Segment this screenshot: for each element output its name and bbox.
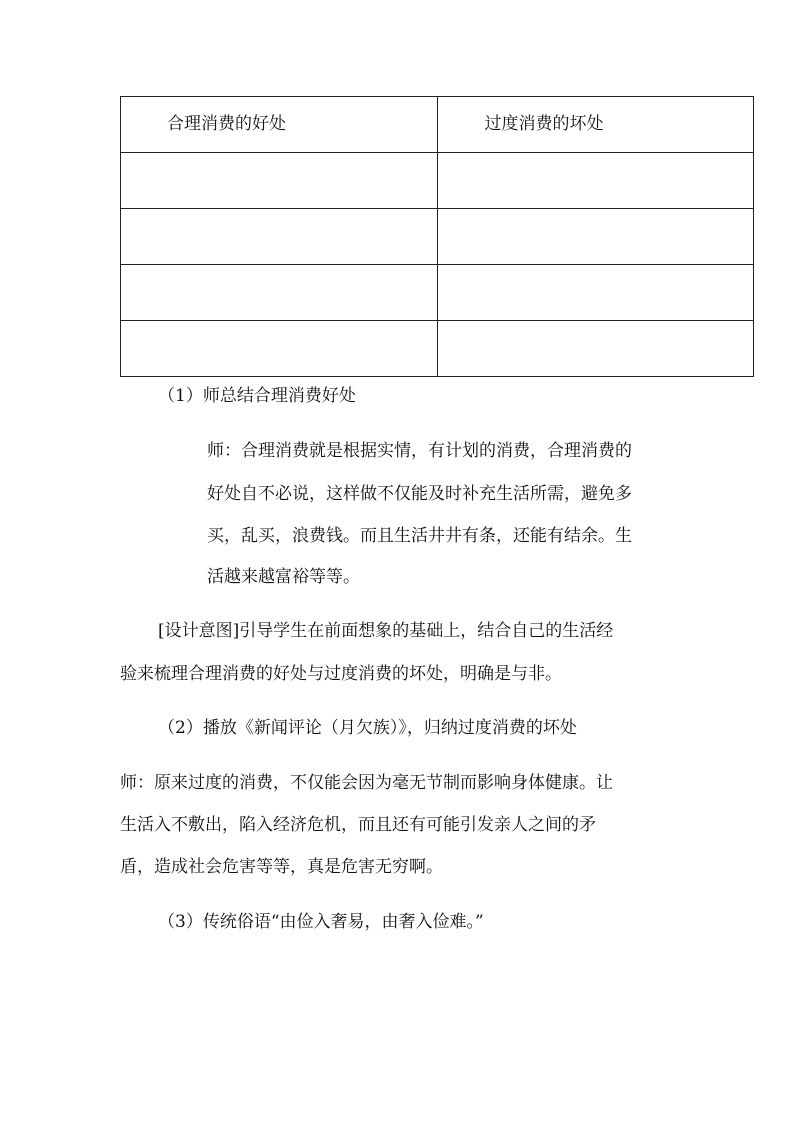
section3-heading: （3）传统俗语“由俭入奢易，由奢入俭难。” [158,912,484,932]
header-text: 合理消费的好处 [167,114,286,134]
table-row [121,153,754,209]
section1-line: 师：合理消费就是根据实情，有计划的消费，合理消费的 [207,441,632,461]
table-cell [121,209,438,265]
table-header-benefits [121,97,438,153]
comparison-table [120,96,754,377]
table-row [121,265,754,321]
header-text: 过度消费的坏处 [484,114,604,134]
section1-line: 活越来越富裕等等。 [207,567,360,587]
table-cell [437,153,754,209]
table-cell [437,321,754,377]
table-header-harms [437,97,754,153]
section1-line: 好处自不必说，这样做不仅能及时补充生活所需，避免多 [207,484,632,504]
design-intent-line: 验来梳理合理消费的好处与过度消费的坏处，明确是与非。 [120,664,562,684]
table-row [121,321,754,377]
table-cell [121,265,438,321]
section2-heading: （2）播放《新闻评论（月欠族）》，归纳过度消费的坏处 [158,718,577,738]
design-intent-line: [设计意图]引导学生在前面想象的基础上，结合自己的生活经 [158,621,614,641]
table-row [121,209,754,265]
table-cell [437,209,754,265]
table-cell [437,265,754,321]
section1-line: 买，乱买，浪费钱。而且生活井井有条，还能有结余。生 [207,526,632,546]
section2-line: 生活入不敷出，陷入经济危机，而且还有可能引发亲人之间的矛 [120,815,596,835]
section2-line: 师：原来过度的消费，不仅能会因为毫无节制而影响身体健康。让 [120,773,613,793]
table-cell [121,321,438,377]
section1-heading: （1）师总结合理消费好处 [158,386,356,406]
table-header-row [121,97,754,153]
section2-line: 盾，造成社会危害等等，真是危害无穷啊。 [120,857,443,877]
table-cell [121,153,438,209]
